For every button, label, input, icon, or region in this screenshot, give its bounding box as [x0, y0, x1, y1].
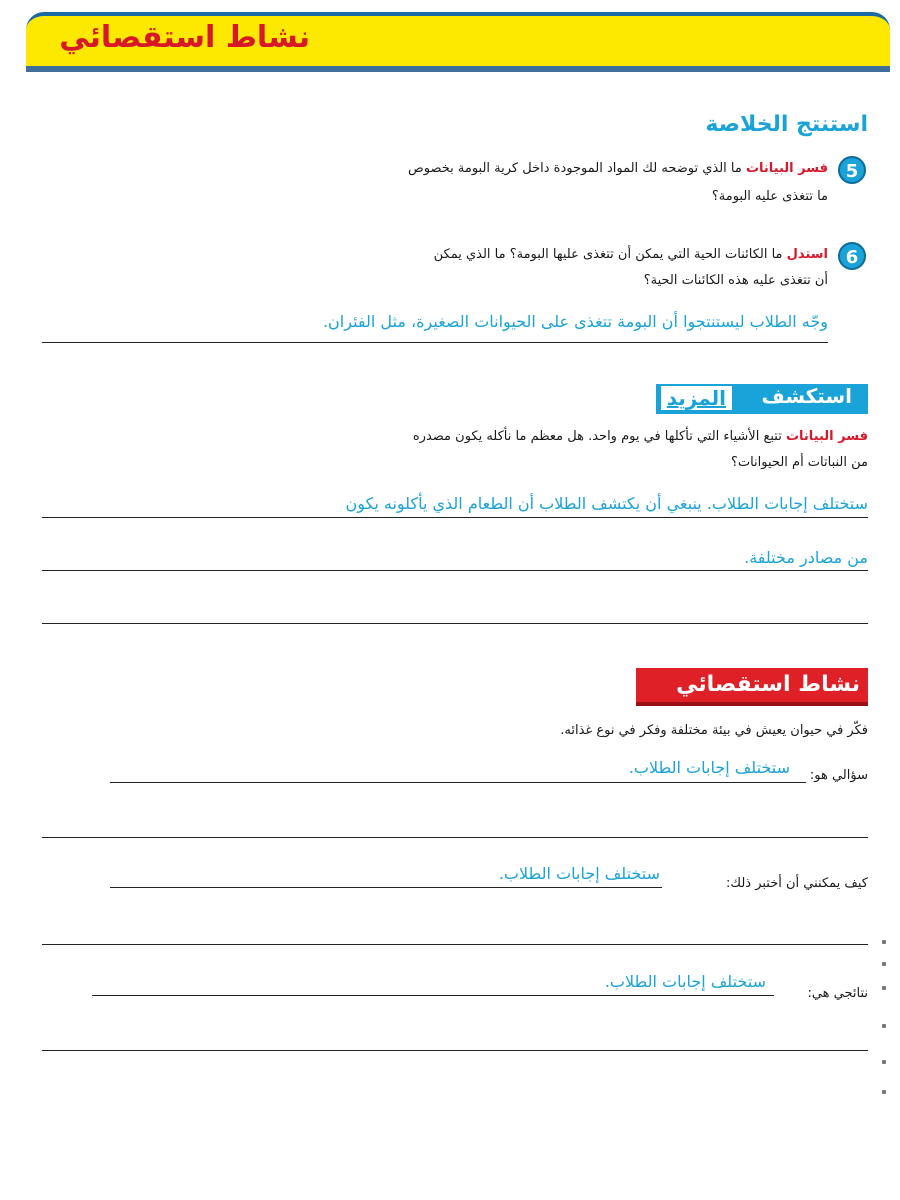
margin-mark — [882, 986, 886, 990]
question-5-text: ما الذي توضحه لك المواد الموجودة داخل كرية البومة بخصوص — [408, 161, 742, 176]
margin-mark — [882, 1090, 886, 1094]
results-answer: ستختلف إجابات الطلاب. — [604, 972, 766, 991]
question-5-line1 — [408, 156, 828, 182]
test-line — [110, 887, 662, 888]
explore-more-title: استكشف — [761, 384, 852, 408]
test-label: كيف يمكنني أن أختبر ذلك: — [725, 876, 868, 891]
answer-line — [42, 570, 868, 571]
answer-line — [42, 517, 868, 518]
question-5-line2: ما تتغذى عليه البومة؟ — [711, 189, 828, 204]
explore-more-answer-2: من مصادر مختلفة. — [744, 548, 868, 567]
question-label: سؤالي هو: — [809, 768, 868, 783]
explore-more-line1 — [413, 424, 868, 450]
inquiry-title: نشاط استقصائي — [676, 672, 860, 697]
explore-more-answer-1: ستختلف إجابات الطلاب. ينبغي أن يكتشف الطلاب أن الطعام الذي يأكلونه يكون — [345, 494, 868, 513]
margin-mark — [882, 962, 886, 966]
question-6-line1 — [434, 242, 828, 268]
margin-mark — [882, 940, 886, 944]
answer-line — [42, 1050, 868, 1051]
explore-more-subtitle: المزيد — [661, 386, 732, 410]
explore-more-line2: من النباتات أم الحيوانات؟ — [730, 455, 868, 470]
explore-more-label: فسر البيانات — [785, 429, 868, 444]
question-line — [110, 782, 806, 783]
question-6-number: 6 — [838, 242, 866, 270]
conclusion-title: استنتج الخلاصة — [705, 112, 868, 137]
question-6-label: استدل — [786, 247, 828, 262]
header-strip — [26, 66, 890, 72]
question-5-label: فسر البيانات — [745, 161, 828, 176]
explore-more-text: تتبع الأشياء التي تأكلها في يوم واحد. هل معظم ما نأكله يكون مصدره — [412, 429, 782, 444]
page-title: نشاط استقصائي — [59, 20, 310, 55]
question-6-text: ما الكائنات الحية التي يمكن أن تتغذى عليها البومة؟ ما الذي يمكن — [433, 247, 783, 262]
margin-mark — [882, 1024, 886, 1028]
answer-line — [42, 944, 868, 945]
question-6-answer: وجّه الطلاب ليستنتجوا أن البومة تتغذى على الحيوانات الصغيرة، مثل الفئران. — [322, 312, 828, 331]
question-5-number: 5 — [838, 156, 866, 184]
question-6-line2: أن تتغذى عليه هذه الكائنات الحية؟ — [643, 273, 828, 288]
margin-mark — [882, 1060, 886, 1064]
margin-marks — [880, 940, 888, 1120]
question-answer: ستختلف إجابات الطلاب. — [628, 758, 790, 777]
results-label: نتائجي هي: — [807, 986, 868, 1001]
results-line — [92, 995, 774, 996]
answer-line — [42, 623, 868, 624]
inquiry-prompt: فكّر في حيوان يعيش في بيئة مختلفة وفكر في نوع غذائه. — [560, 723, 868, 738]
answer-line — [42, 342, 828, 343]
answer-line — [42, 837, 868, 838]
test-answer: ستختلف إجابات الطلاب. — [498, 864, 660, 883]
